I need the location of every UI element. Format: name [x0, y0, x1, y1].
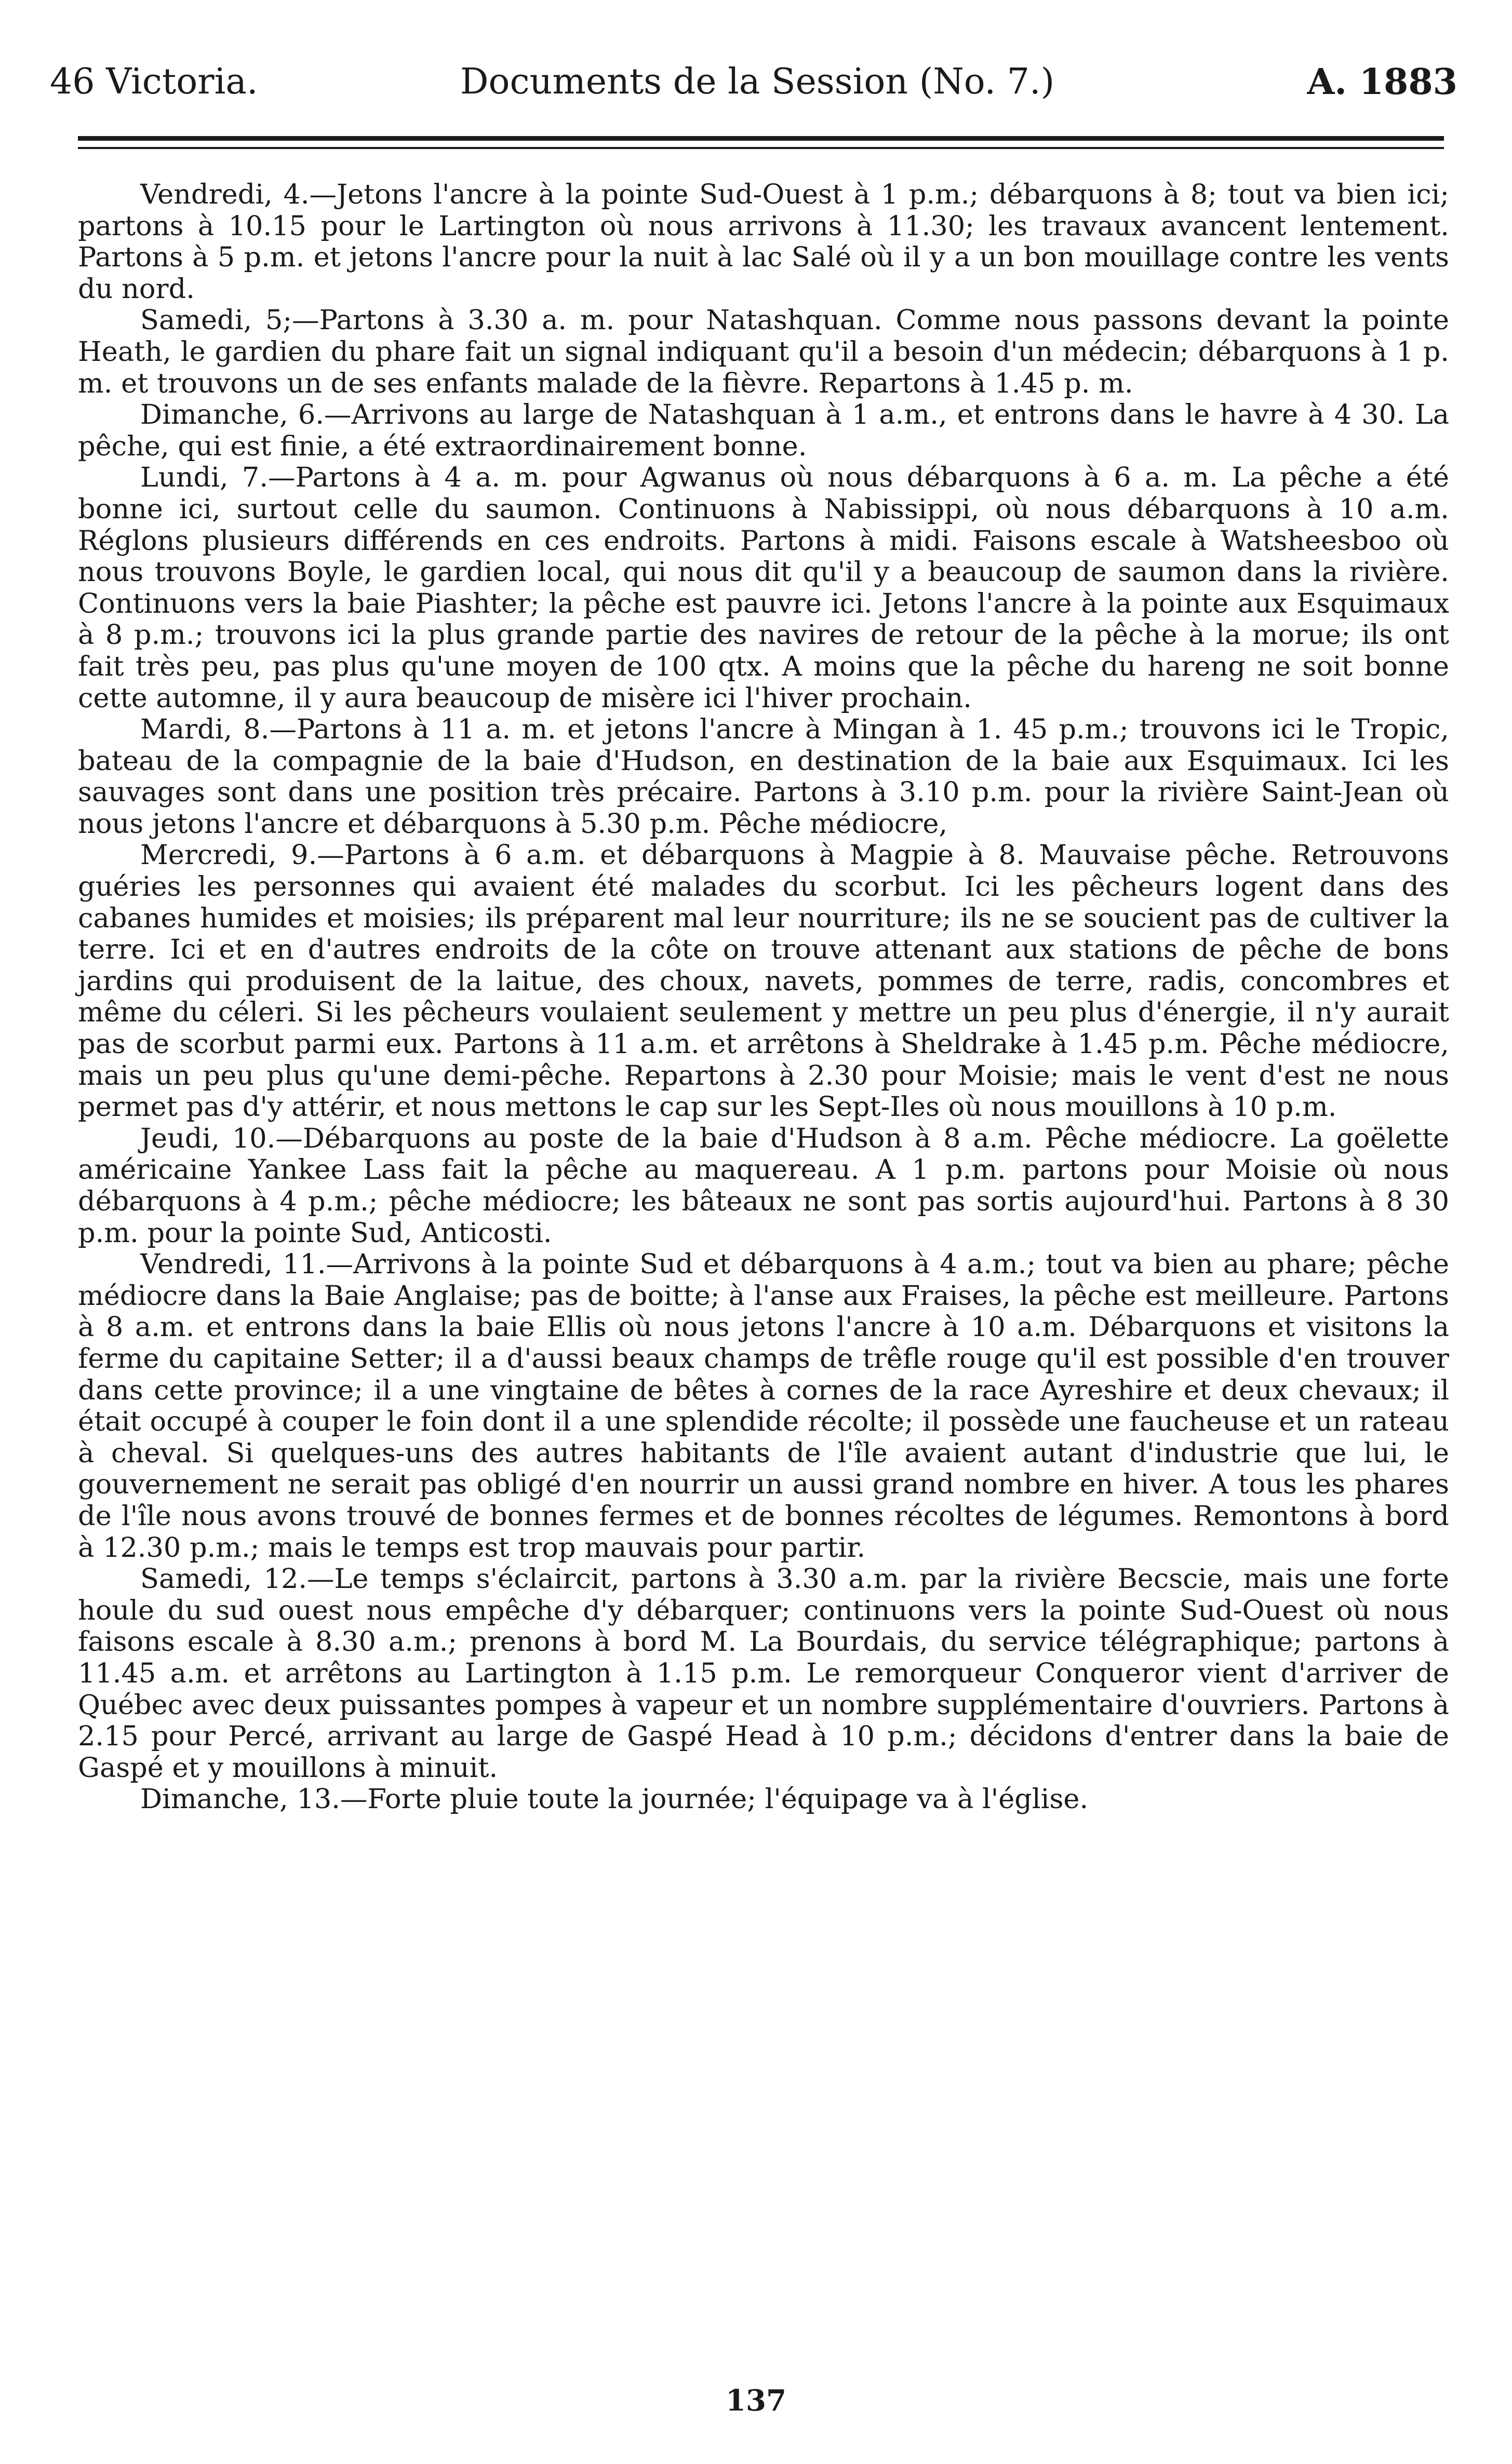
- running-header: [50, 46, 1457, 118]
- entry-vendredi-11: Vendredi, 11.—Arrivons à la pointe Sud et débarquons à 4 a.m.; tout va bien au phare; pêche médiocre dans la Baie Anglaise; pas de boitte; à l'anse aux Fraises, la pêche est meilleure. Partons à 8 a.m. et entrons dans la baie Ellis où nous jetons l'ancre à 10 a.m. Débarquons et visitons la ferme du capitaine Setter; il a d'aussi beaux champs de trêfle rouge qu'il est possible d'en trouver dans cette province; il a une vingtaine de bêtes à cornes de la race Ayreshire et deux chevaux; il était occupé à couper le foin dont il a une splendide récolte; il possède une faucheuse et un rateau à cheval. Si quelques-uns des autres habitants de l'île avaient autant d'industrie que lui, le gouvernement ne serait pas obligé d'en nourrir un aussi grand nombre en hiver. A tous les phares de l'île nous avons trouvé de bonnes fermes et de bonnes récoltes de légumes. Remontons à bord à 12.30 p.m.; mais le temps est trop mauvais pour partir.: [78, 1248, 1449, 1564]
- header-title: Documents de la Session (No. 7.): [460, 61, 1055, 102]
- header-rule-thick: [78, 136, 1444, 141]
- header-rule-thin: [78, 147, 1444, 149]
- entry-samedi-5: Samedi, 5;—Partons à 3.30 a. m. pour Natashquan. Comme nous passons devant la pointe Heath, le gardien du phare fait un signal indiquant qu'il a besoin d'un médecin; débarquons à 1 p. m. et trouvons un de ses enfants malade de la fièvre. Repartons à 1.45 p. m.: [78, 304, 1449, 399]
- page-number: 137: [726, 2384, 786, 2418]
- entry-jeudi-10: Jeudi, 10.—Débarquons au poste de la baie d'Hudson à 8 a.m. Pêche médiocre. La goëlette américaine Yankee Lass fait la pêche au maquereau. A 1 p.m. partons pour Moisie où nous débarquons à 4 p.m.; pêche médiocre; les bâteaux ne sont pas sortis aujourd'hui. Partons à 8 30 p.m. pour la pointe Sud, Anticosti.: [78, 1122, 1449, 1249]
- header-year: A. 1883: [1307, 61, 1457, 103]
- entry-dimanche-6: Dimanche, 6.—Arrivons au large de Natashquan à 1 a.m., et entrons dans le havre à 4 30. La pêche, qui est finie, a été extraordinairement bonne.: [78, 399, 1449, 462]
- entry-vendredi-4: Vendredi, 4.—Jetons l'ancre à la pointe Sud-Ouest à 1 p.m.; débarquons à 8; tout va bien ici; partons à 10.15 pour le Lartington où nous arrivons à 11.30; les travaux avancent lentement. Partons à 5 p.m. et jetons l'ancre pour la nuit à lac Salé où il y a un bon mouillage contre les vents du nord.: [78, 179, 1449, 305]
- entry-lundi-7: Lundi, 7.—Partons à 4 a. m. pour Agwanus où nous débarquons à 6 a. m. La pêche a été bonne ici, surtout celle du saumon. Continuons à Nabissippi, où nous débarquons à 10 a.m. Réglons plusieurs différends en ces endroits. Partons à midi. Faisons escale à Watsheesboo où nous trouvons Boyle, le gardien local, qui nous dit qu'il y a beaucoup de saumon dans la rivière. Continuons vers la baie Piashter; la pêche est pauvre ici. Jetons l'ancre à la pointe aux Esquimaux à 8 p.m.; trouvons ici la plus grande partie des navires de retour de la pêche à la morue; ils ont fait très peu, pas plus qu'une moyen de 100 qtx. A moins que la pêche du hareng ne soit bonne cette automne, il y aura beaucoup de misère ici l'hiver prochain.: [78, 462, 1449, 714]
- entry-mercredi-9: Mercredi, 9.—Partons à 6 a.m. et débarquons à Magpie à 8. Mauvaise pêche. Retrouvons guéries les personnes qui avaient été malades du scorbut. Ici les pêcheurs logent dans des cabanes humides et moisies; ils préparent mal leur nourriture; ils ne se soucient pas de cultiver la terre. Ici et en d'autres endroits de la côte on trouve attenant aux stations de pêche de bons jardins qui produisent de la laitue, des choux, navets, pommes de terre, radis, concombres et même du céleri. Si les pêcheurs voulaient seulement y mettre un peu plus d'énergie, il n'y aurait pas de scorbut parmi eux. Partons à 11 a.m. et arrêtons à Sheldrake à 1.45 p.m. Pêche médiocre, mais un peu plus qu'une demi-pêche. Repartons à 2.30 pour Moisie; mais le vent d'est ne nous permet pas d'y attérir, et nous mettons le cap sur les Sept-Iles où nous mouillons à 10 p.m.: [78, 839, 1449, 1123]
- entry-samedi-12: Samedi, 12.—Le temps s'éclaircit, partons à 3.30 a.m. par la rivière Becscie, mais une forte houle du sud ouest nous empêche d'y débarquer; continuons vers la pointe Sud-Ouest où nous faisons escale à 8.30 a.m.; prenons à bord M. La Bourdais, du service télégraphique; partons à 11.45 a.m. et arrêtons au Lartington à 1.15 p.m. Le remorqueur Conqueror vient d'arriver de Québec avec deux puissantes pompes à vapeur et un nombre supplémentaire d'ouvriers. Partons à 2.15 pour Percé, arrivant au large de Gaspé Head à 10 p.m.; décidons d'entrer dans la baie de Gaspé et y mouillons à minuit.: [78, 1563, 1449, 1784]
- entry-mardi-8: Mardi, 8.—Partons à 11 a. m. et jetons l'ancre à Mingan à 1. 45 p.m.; trouvons ici le Tropic, bateau de la compagnie de la baie d'Hudson, en destination de la baie aux Esquimaux. Ici les sauvages sont dans une position très précaire. Partons à 3.10 p.m. pour la rivière Saint-Jean où nous jetons l'ancre et débarquons à 5.30 p.m. Pêche médiocre,: [78, 713, 1449, 840]
- body-text: [78, 179, 1449, 1815]
- entry-dimanche-13: Dimanche, 13.—Forte pluie toute la journée; l'équipage va à l'église.: [140, 1783, 1089, 1815]
- header-volume: 46 Victoria.: [50, 61, 258, 102]
